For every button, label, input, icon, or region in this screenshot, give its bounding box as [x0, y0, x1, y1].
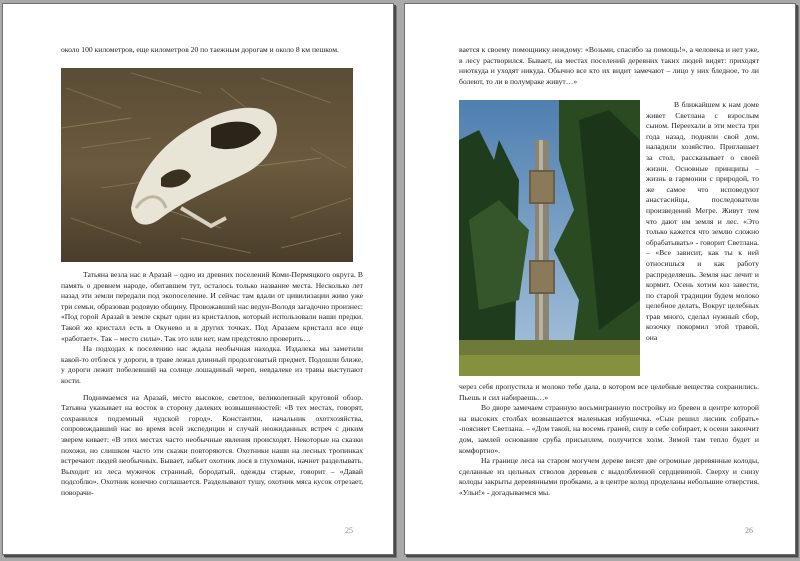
right-page [404, 3, 796, 555]
left-page [2, 3, 394, 555]
paragraph: На границе леса на старом могучем дереве висят две огромные деревянные колоды, сделанные из цельных стволов деревьев с выдолбленной сердцевиной. Сверху и снизу колоды закрыты деревянными пробками, а в центре колод проделаны небольшие отверстия. «Ульи!» - догадываемся мы. [459, 456, 759, 497]
left-top-text: около 100 километров, еще километров 20 по таежным дорогам и около 8 км пешком. [61, 45, 339, 54]
paragraph: Во дворе замечаем странную восьмигранную постройку из бревен в центре которой на высоких столбах возвышается маленькая избушечка. «Сын решил лисник собрать» -поясняет Светлана. – «Дом такой, на восемь граней, силу в себе собирает, к осени закончит дом, замлей основание срубa присыплем, получится холм. Зимой там тепло будет и комфортно». [459, 403, 759, 455]
right-top-text: вается к своему помощнику неждому: «Возьми, спасибо за помощь!», а человека и нет уже, в лесу растворился. Бывает, на местах поселений деревних таких людей видят: приходят ниоткуда и уходят никуда. Обычно все кто их видит замечают – лицо у них бледное, то ли болеют, то ли в полумраке живут…» [459, 45, 759, 86]
paragraph: На подходах к поселению нас ждала необычная находка. Издалека мы заметили какой-то отблеск у дороги, в траве лежал длинный продолговатый предмет. Подошли ближе, у дороги лежит побелевший на солнце лошадиный череп, невдалеке из травы выступают кости. [61, 344, 363, 385]
left-body-text [61, 270, 363, 498]
side-paragraph: В ближайшем к нам доме живет Светлана с взрослым сыном. Переехали в эти места три года назад, подняли свой дом, наладили хозяйство. Приглашает за стол, рассказывает о своей жизни. Основные принципы – жизнь в гармонии с природой, то же самое что исповедуют анастасийцы, последователи произведений Мегре. Живут тем что дают им земля и лес. «Это только кажется что землю сложно обрабатывать» - говорит Светлана. – «Все зависит, как ты к ней относишься и как работу распределяешь. Земля нас лечит и кормит. Осень хотим коз завести, по старой традиции будем молоко целебное делать. Вокруг целебных трав много, сделал нужный сбор, козочку покормил этой травой, она [646, 100, 759, 343]
forest-photo-image [459, 100, 640, 376]
right-body-text [459, 382, 759, 499]
skull-photo-image [61, 68, 353, 262]
paragraph: через себя пропустила и молоко тебе дала, в котором все целебные вещества сохранились. Пьешь и сил набираешь…» [459, 382, 759, 402]
right-side-text [646, 100, 759, 344]
page-number: 25 [345, 526, 353, 535]
page-number: 26 [745, 526, 753, 535]
paragraph: Татьяна везла нас в Аразай – одно из древних поселений Коми-Пермяцкого округа. В память о древнем народе, обитавшем тут, осталось только название места. Несколько лет назад эти земли передали под экопоселение. И сейчас там вдали от цивилизации живо уже три семьи, образовав родовую общину. Провожавший нас ведун-Володя загадочно произнес: «Под горой Аразай в земле скрыт один из кристаллов, который использовали наши предки. Такой же кристалл есть в Окунево и в других точках. Под Аразаем кристалл все еще «работает». Так – место силы». Так это или нет, нам предстояло проверить… [61, 270, 363, 343]
skull-photo [61, 68, 353, 262]
paragraph: Поднимаемся на Аразай, место высокое, светлое, великолепный круговой обзор. Татьяна указывает на восток в сторону далеких возвышенностей: «В тех местах, говорят, сохранился подземный чудской город». Константин, начальник охотхозяйства, сопровождавший нас во время всей экспедиции и случай неожиданных встреч с диким зверем кивает: «В этих местах часто необычные явления происходят. Некоторые на сказки похожи, но слишком часто эти сказки повторяются. Охотники наши на лесных тропинках встречают людей необычных. Бывает, забьет охотник лося в глухомани, начнет разделывать. Выходит из леса мужичок странный, бородатый, одежды старые, говорит – «Давай подсоблю». Охотник конечно соглашается. Разделывают тушу, охотник мяса кусок отрезает, поворачи- [61, 392, 363, 497]
forest-photo [459, 100, 640, 376]
